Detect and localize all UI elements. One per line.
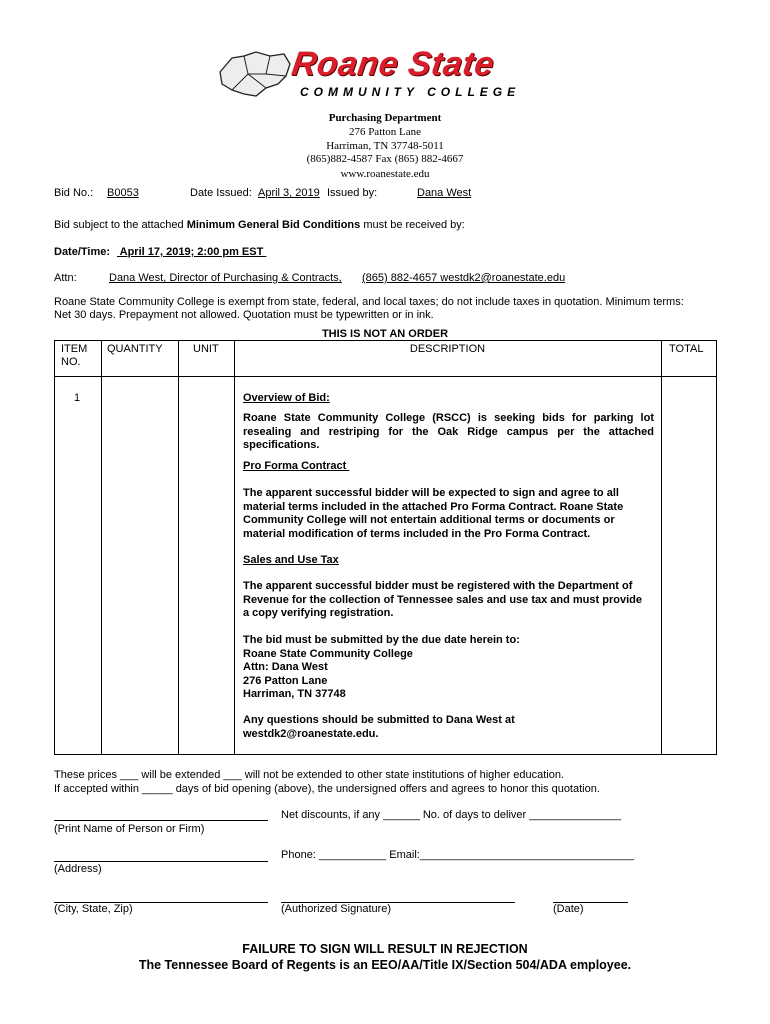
item-number: 1: [74, 392, 81, 404]
sales-tax-text: The apparent successful bidder must be registered with the Department of Revenue for the collection of Tennessee sales and use tax and must provide a copy verifying registration.: [243, 580, 642, 619]
exempt-notice: Roane State Community College is exempt from state, federal, and local taxes; do not include taxes in quotation. Minimum terms: Net 30 days. Prepayment not allowed. Quotation must be typewritten or in ink.: [54, 296, 684, 321]
sales-tax-title: Sales and Use Tax: [243, 554, 339, 566]
eeo-statement: The Tennessee Board of Regents is an EEO/AA/Title IX/Section 504/ADA employee.: [138, 958, 632, 972]
proforma-text: The apparent successful bidder will be expected to sign and agree to all material terms included in the attached Pro Forma Contract. Roane State Community College will not entertain additional terms or documents or material modification of terms included in the Pro Forma Contract.: [243, 487, 624, 540]
submission-address: The bid must be submitted by the due date herein to: Roane State Community College Attn: Dana West 276 Patton Lane Harriman, TN 37748: [243, 634, 520, 700]
logo-name: Roane State: [289, 45, 497, 83]
overview-title: Overview of Bid:: [243, 392, 330, 404]
bid-no-label: Bid No.:: [54, 187, 94, 199]
phone-fax: (865)882-4587 Fax (865) 882-4667: [306, 153, 464, 165]
header-description: DESCRIPTION: [409, 343, 486, 355]
attn-name: Dana West, Director of Purchasing & Contracts,: [109, 272, 342, 284]
header-quantity: QUANTITY: [107, 343, 163, 355]
issued-by: Dana West: [417, 187, 472, 199]
tennessee-map-icon: [214, 50, 294, 100]
signature-label: (Authorized Signature): [281, 903, 392, 915]
issued-by-label: Issued by:: [327, 187, 378, 199]
attn-contact: (865) 882-4657 westdk2@roanestate.edu: [362, 272, 566, 284]
header-unit: UNIT: [193, 343, 219, 355]
overview-text: Roane State Community College (RSCC) is seeking bids for parking lot resealing and restriping for the Oak Ridge campus per the attached specifications.: [243, 412, 654, 451]
address-line-2: Harriman, TN 37748-5011: [326, 140, 444, 152]
website: www.roanestate.edu: [340, 168, 430, 180]
address-label: (Address): [54, 863, 102, 875]
discounts-field: Net discounts, if any ______ No. of days to deliver _______________: [281, 809, 622, 821]
header-total: TOTAL: [669, 343, 704, 355]
header-item-no: ITEM NO.: [61, 343, 88, 368]
questions-contact: Any questions should be submitted to Dana West at westdk2@roanestate.edu.: [243, 714, 515, 740]
bid-no: B0053: [107, 187, 139, 199]
proforma-title: Pro Forma Contract: [243, 460, 350, 472]
price-terms: These prices ___ will be extended ___ will not be extended to other state institutions of higher education. If accepted within _____ days of bid opening (above), the undersigned offers and agrees to honor this quotation.: [54, 769, 600, 795]
department-title: Purchasing Department: [328, 112, 442, 124]
address-line-1: 276 Patton Lane: [348, 126, 422, 138]
print-name-label: (Print Name of Person or Firm): [54, 823, 205, 835]
failure-warning: FAILURE TO SIGN WILL RESULT IN REJECTION: [242, 942, 528, 956]
address-line: [54, 861, 268, 862]
bid-conditions: Bid subject to the attached Minimum General Bid Conditions must be received by:: [54, 219, 465, 231]
date-label: (Date): [553, 903, 584, 915]
due-datetime: April 17, 2019; 2:00 pm EST: [117, 246, 267, 258]
not-an-order: THIS IS NOT AN ORDER: [321, 328, 449, 340]
attn-label: Attn:: [54, 272, 77, 284]
datetime-label: Date/Time:: [54, 246, 111, 258]
date-issued-label: Date Issued:: [190, 187, 252, 199]
phone-email-field: Phone: ___________ Email:___________________________________: [281, 849, 634, 861]
date-issued: April 3, 2019: [258, 187, 320, 199]
city-label: (City, State, Zip): [54, 903, 133, 915]
logo-subtitle: COMMUNITY COLLEGE: [300, 85, 521, 99]
print-name-line: [54, 820, 268, 821]
